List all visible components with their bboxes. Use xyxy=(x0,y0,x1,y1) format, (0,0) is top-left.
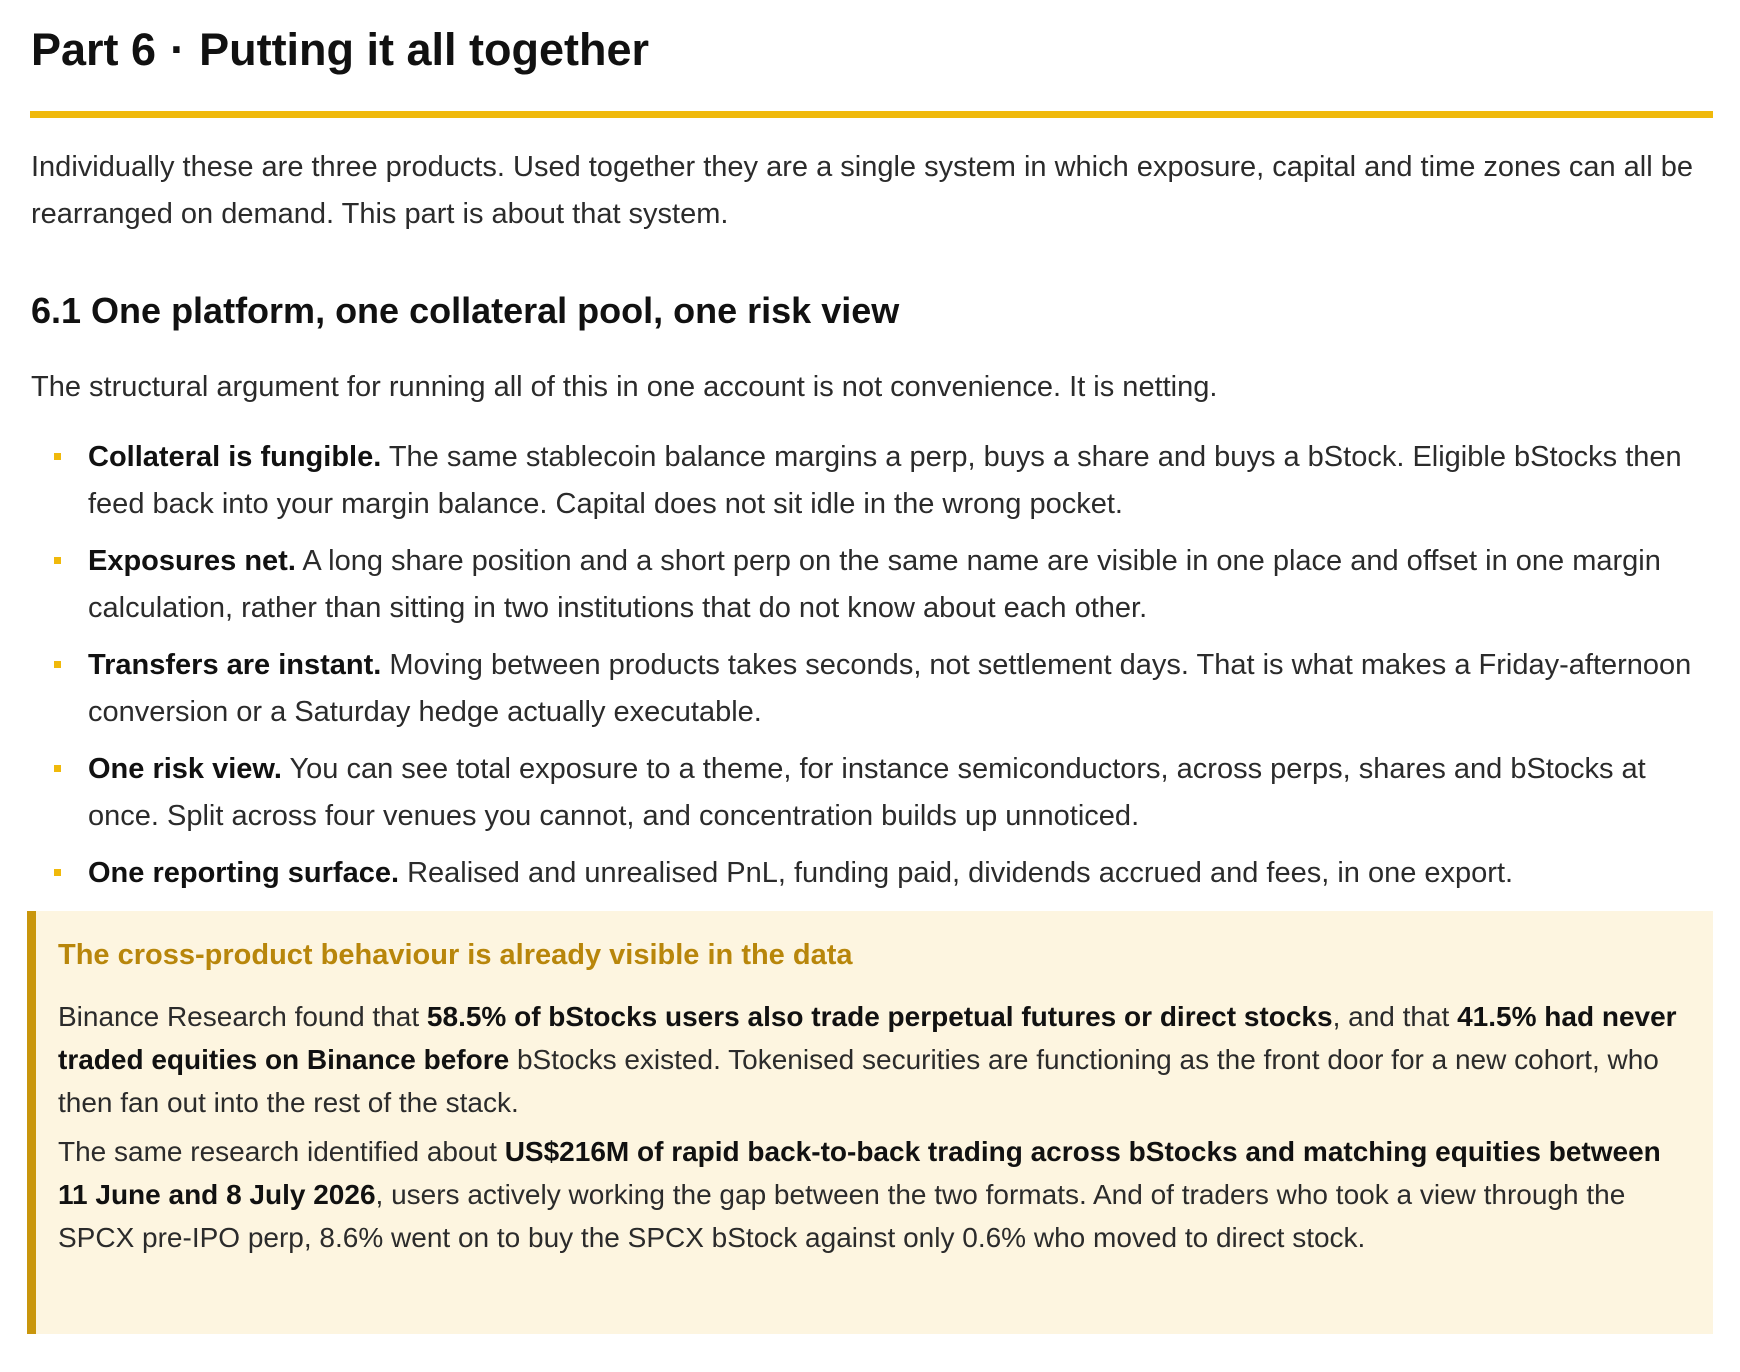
bullet-bold-lead: One reporting surface. xyxy=(88,857,400,889)
callout-heading: The cross-product behaviour is already visible in the data xyxy=(58,939,853,971)
bullet-item-exposures xyxy=(88,538,1708,632)
square-bullet-icon xyxy=(54,661,61,668)
square-bullet-icon xyxy=(54,765,61,772)
callout-text: , users actively working the gap between the two formats. And of traders who took a view through the SPCX pre-IPO perp, 8.6% went on to buy the SPCX bStock against only 0.6% who moved to direct stock. xyxy=(58,1179,1626,1253)
bullet-bold-lead: Exposures net. xyxy=(88,545,296,577)
bullet-bold-lead: One risk view. xyxy=(88,753,282,785)
bullet-text: A long share position and a short perp on the same name are visible in one place and offset in one margin calculation, rather than sitting in two institutions that do not know about each other. xyxy=(88,545,1661,624)
callout-accent-bar xyxy=(27,911,36,1334)
intro-paragraph: Individually these are three products. Used together they are a single system in which exposure, capital and time zones can all be rearranged on demand. This part is about that system. xyxy=(31,151,1693,230)
part-label: Part 6 xyxy=(31,24,157,75)
callout-text: , and that xyxy=(1332,1001,1458,1032)
callout-paragraph-1 xyxy=(58,995,1698,1124)
callout-stat-bold: 58.5% of bStocks users also trade perpetual futures or direct stocks xyxy=(426,1001,1333,1032)
bullet-text: The same stablecoin balance margins a perp, buys a share and buys a bStock. Eligible bStocks then feed back into your margin balance. Capital does not sit idle in the wrong pocket. xyxy=(88,441,1682,520)
callout-text: The same research identified about xyxy=(58,1136,505,1167)
callout-stat-bold: US$216M of rapid back-to-back trading across bStocks and matching equities between 11 June and 8 July 2026 xyxy=(58,1136,1661,1210)
title-separator: · xyxy=(170,24,186,75)
bullet-item-collateral xyxy=(88,434,1708,528)
callout-text: Binance Research found that xyxy=(58,1001,427,1032)
bullet-bold-lead: Transfers are instant. xyxy=(88,649,382,681)
page-title xyxy=(31,24,649,76)
square-bullet-icon xyxy=(54,453,61,460)
callout-text: bStocks existed. Tokenised securities are functioning as the front door for a new cohort, who then fan out into the rest of the stack. xyxy=(58,1044,1659,1118)
square-bullet-icon xyxy=(54,869,61,876)
section-lead-paragraph: The structural argument for running all of this in one account is not convenience. It is netting. xyxy=(31,371,1218,403)
bullet-text: Moving between products takes seconds, not settlement days. That is what makes a Friday-afternoon conversion or a Saturday hedge actually executable. xyxy=(88,649,1692,728)
callout-stat-bold: 41.5% had never traded equities on Binance before xyxy=(58,1001,1677,1075)
part-title-text: Putting it all together xyxy=(199,24,650,75)
bullet-bold-lead: Collateral is fungible. xyxy=(88,441,382,473)
bullet-text: You can see total exposure to a theme, for instance semiconductors, across perps, shares and bStocks at once. Split across four venues you cannot, and concentration builds up unnoticed. xyxy=(88,753,1646,832)
bullet-text: Realised and unrealised PnL, funding paid, dividends accrued and fees, in one export. xyxy=(399,857,1514,889)
callout-paragraph-2 xyxy=(58,1130,1698,1259)
bullet-item-transfers xyxy=(88,642,1708,736)
title-underline-rule xyxy=(30,111,1713,118)
square-bullet-icon xyxy=(54,557,61,564)
section-heading: 6.1 One platform, one collateral pool, one risk view xyxy=(31,290,900,331)
bullet-item-risk-view xyxy=(88,746,1708,840)
bullet-item-reporting xyxy=(88,850,1708,897)
data-callout-box xyxy=(27,911,1713,1334)
